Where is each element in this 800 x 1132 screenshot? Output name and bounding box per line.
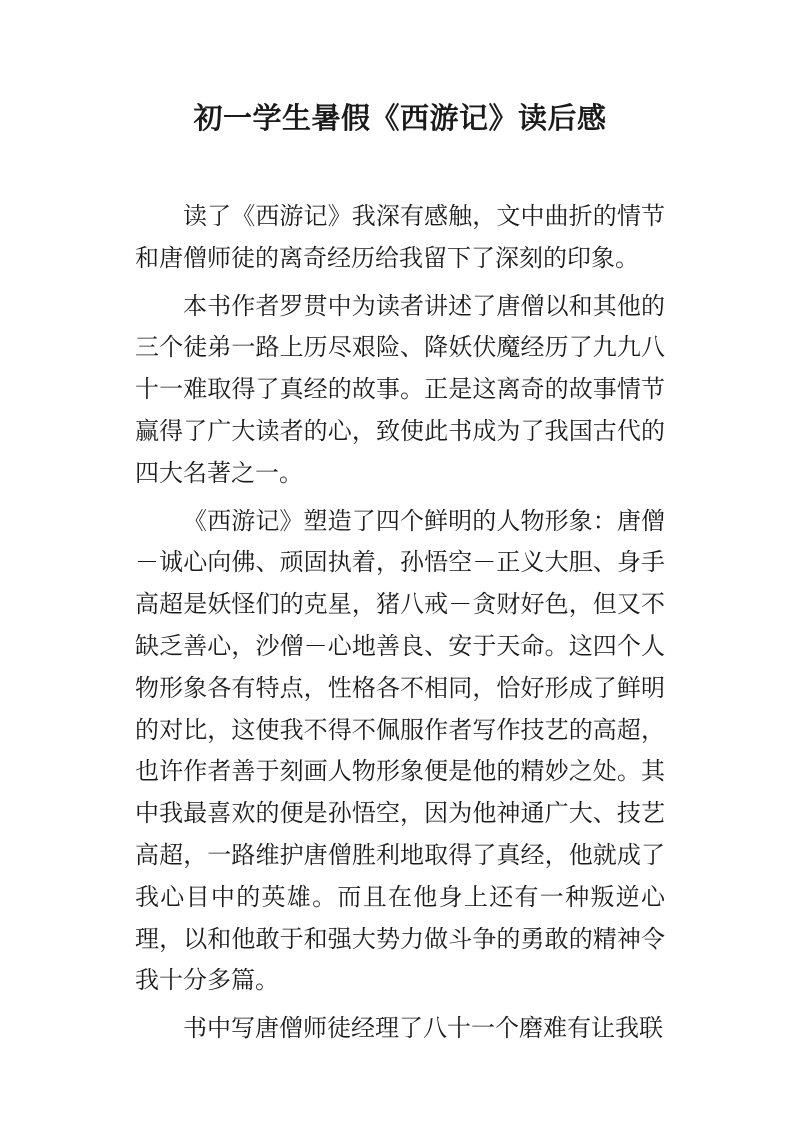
document-title: 初一学生暑假《西游记》读后感 — [193, 101, 607, 135]
paragraph-2: 本书作者罗贯中为读者讲述了唐僧以和其他的三个徒弟一路上历尽艰险、降妖伏魔经历了九九八十一难取得了真经的故事。正是这离奇的故事情节赢得了广大读者的心，致使此书成为了我国古代的四大名著之一。 — [135, 291, 665, 487]
paragraph-4: 书中写唐僧师徒经理了八十一个磨难有让我联 — [183, 1014, 663, 1043]
document-body — [135, 196, 665, 1056]
paragraph-3: 《西游记》塑造了四个鲜明的人物形象：唐僧－诚心向佛、顽固执着，孙悟空－正义大胆、身手高超是妖怪们的克星，猪八戒－贪财好色，但又不缺乏善心，沙僧－心地善良、安于天命。这四个人物形象各有特点，性格各不相同，恰好形成了鲜明的对比，这使我不得不佩服作者写作技艺的高超，也许作者善于刻画人物形象便是他的精妙之处。其中我最喜欢的便是孙悟空，因为他神通广大、技艺高超，一路维护唐僧胜利地取得了真经，他就成了我心目中的英雄。而且在他身上还有一种叛逆心理，以和他敢于和强大势力做斗争的勇敢的精神令我十分多篇。 — [135, 506, 665, 995]
paragraph-1: 读了《西游记》我深有感触，文中曲折的情节和唐僧师徒的离奇经历给我留下了深刻的印象。 — [135, 202, 665, 272]
